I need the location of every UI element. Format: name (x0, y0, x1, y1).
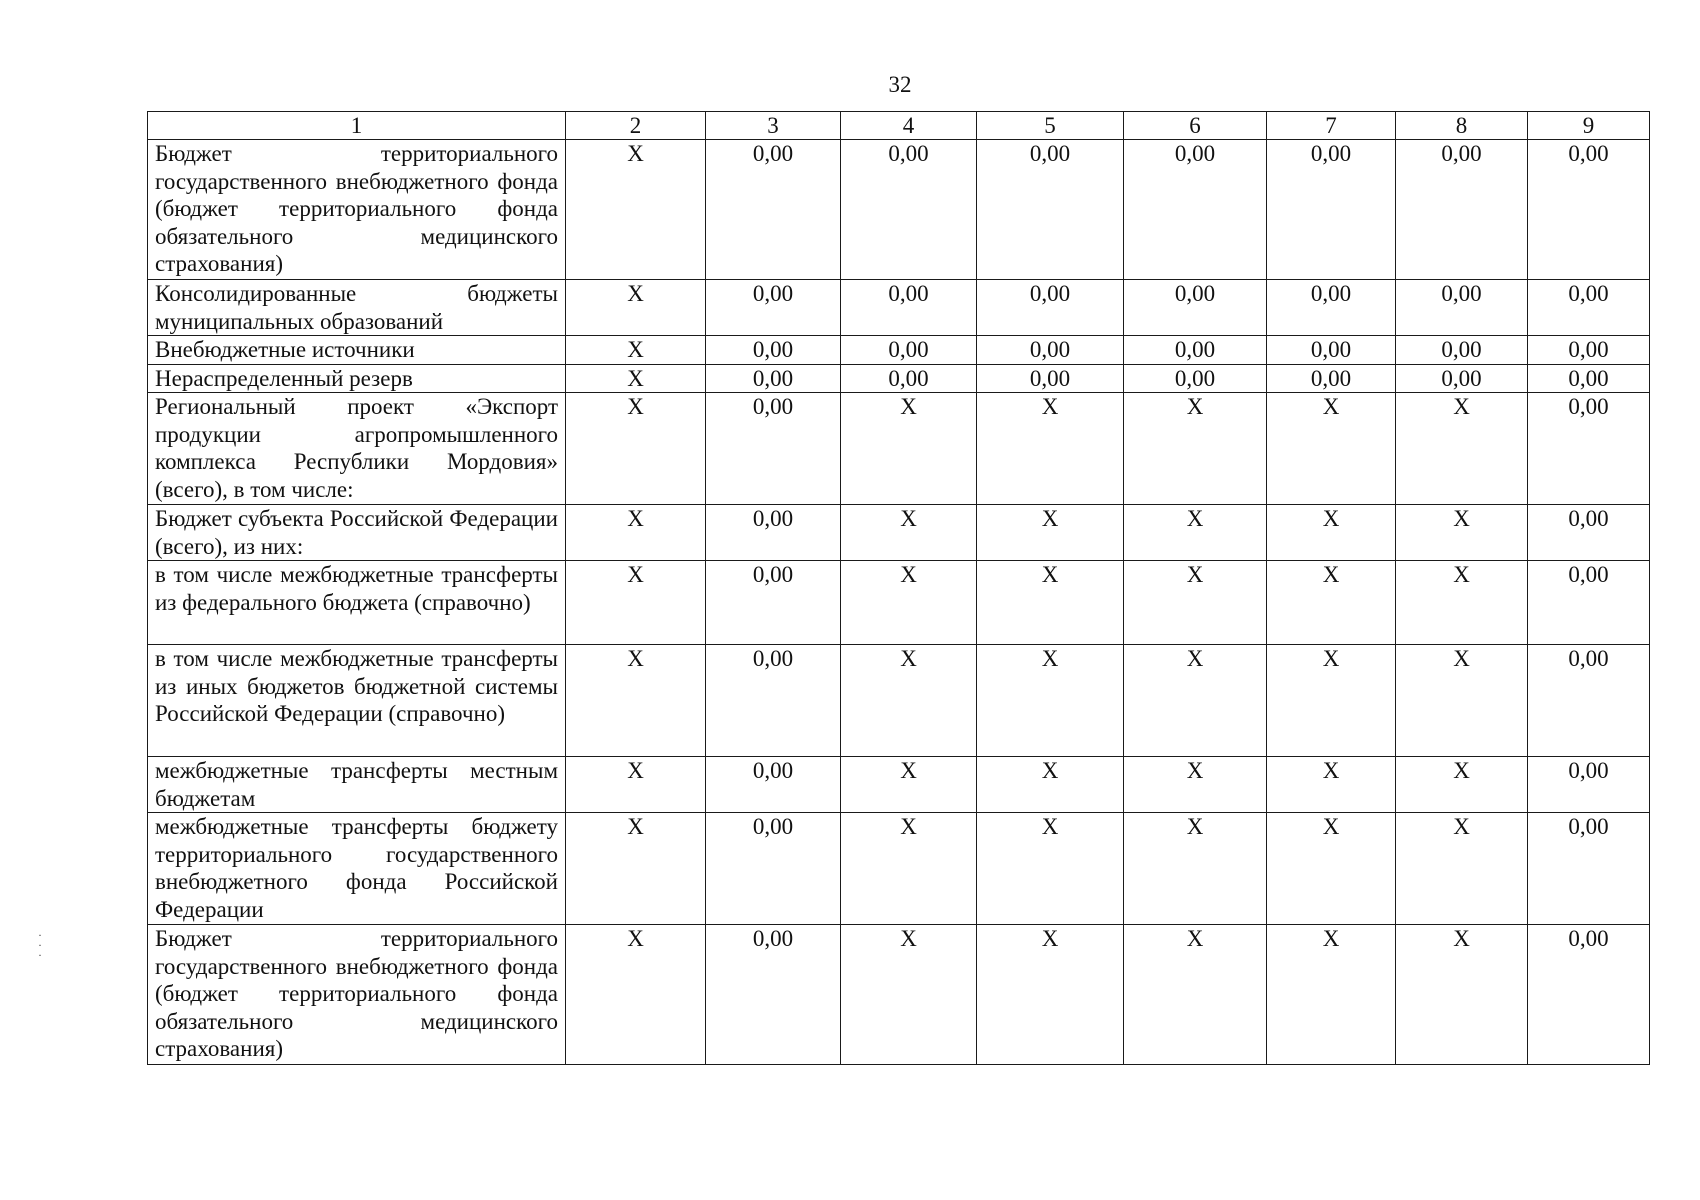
row-value: Х (1267, 645, 1396, 757)
row-value: 0,00 (1396, 140, 1528, 280)
row-label: в том числе межбюджетные трансферты из иных бюджетов бюджетной системы Российской Федерации (справочно) (148, 645, 566, 757)
row-value: 0,00 (977, 140, 1124, 280)
row-value: 0,00 (1528, 645, 1650, 757)
row-value: Х (566, 757, 706, 813)
row-value: 0,00 (706, 925, 841, 1065)
row-value: Х (1124, 561, 1267, 645)
column-header: 7 (1267, 112, 1396, 140)
column-header: 5 (977, 112, 1124, 140)
row-label: Консолидированные бюджеты муниципальных образований (148, 280, 566, 336)
row-value: Х (1124, 645, 1267, 757)
row-value: Х (977, 813, 1124, 925)
row-value: Х (1267, 925, 1396, 1065)
table-row (148, 393, 1650, 505)
row-value: 0,00 (706, 336, 841, 365)
row-value: Х (566, 364, 706, 393)
row-value: Х (1267, 393, 1396, 505)
table-row (148, 925, 1650, 1065)
row-value: Х (566, 645, 706, 757)
row-value: 0,00 (977, 364, 1124, 393)
row-value: 0,00 (1124, 336, 1267, 365)
table-row (148, 505, 1650, 561)
row-value: 0,00 (706, 561, 841, 645)
row-value: 0,00 (977, 280, 1124, 336)
table-body (148, 140, 1650, 1065)
table-row (148, 336, 1650, 365)
row-label: межбюджетные трансферты местным бюджетам (148, 757, 566, 813)
row-value: 0,00 (1267, 280, 1396, 336)
row-value: 0,00 (1396, 364, 1528, 393)
table-row (148, 813, 1650, 925)
column-header: 6 (1124, 112, 1267, 140)
row-value: Х (566, 140, 706, 280)
row-value: Х (1124, 925, 1267, 1065)
row-value: Х (1124, 757, 1267, 813)
row-value: 0,00 (841, 140, 977, 280)
row-label: Бюджет субъекта Российской Федерации (всего), из них: (148, 505, 566, 561)
row-value: Х (841, 645, 977, 757)
column-number-row (148, 112, 1650, 140)
row-label: Бюджет территориального государственного внебюджетного фонда (бюджет территориального фонда обязательного медицинского страхования) (148, 925, 566, 1065)
row-value: Х (1396, 393, 1528, 505)
row-value: Х (1124, 813, 1267, 925)
row-value: 0,00 (841, 336, 977, 365)
row-value: Х (1396, 645, 1528, 757)
table-row (148, 364, 1650, 393)
row-value: 0,00 (1267, 336, 1396, 365)
row-value: Х (1267, 757, 1396, 813)
row-label: в том числе межбюджетные трансферты из федерального бюджета (справочно) (148, 561, 566, 645)
row-value: 0,00 (1528, 561, 1650, 645)
row-value: Х (977, 393, 1124, 505)
row-value: Х (566, 925, 706, 1065)
table-row (148, 561, 1650, 645)
row-value: Х (1396, 757, 1528, 813)
row-value: Х (566, 336, 706, 365)
table-row (148, 280, 1650, 336)
column-header: 3 (706, 112, 841, 140)
row-value: Х (977, 925, 1124, 1065)
column-header: 8 (1396, 112, 1528, 140)
row-value: Х (1267, 561, 1396, 645)
row-label: Внебюджетные источники (148, 336, 566, 365)
row-value: Х (1396, 925, 1528, 1065)
page-number: 32 (888, 72, 912, 97)
row-value: 0,00 (1528, 393, 1650, 505)
row-value: 0,00 (1124, 140, 1267, 280)
row-label: Нераспределенный резерв (148, 364, 566, 393)
row-label: Региональный проект «Экспорт продукции агропромышленного комплекса Республики Мордовия» (всего), в том числе: (148, 393, 566, 505)
row-value: Х (1396, 561, 1528, 645)
row-value: Х (1396, 813, 1528, 925)
row-value: Х (1124, 505, 1267, 561)
row-value: 0,00 (1528, 757, 1650, 813)
column-header: 9 (1528, 112, 1650, 140)
row-value: 0,00 (706, 280, 841, 336)
row-label: межбюджетные трансферты бюджету территориального государственного внебюджетного фонда Российской Федерации (148, 813, 566, 925)
row-value: Х (841, 925, 977, 1065)
row-value: Х (841, 561, 977, 645)
row-value: Х (1267, 505, 1396, 561)
row-value: 0,00 (706, 505, 841, 561)
row-value: 0,00 (706, 645, 841, 757)
row-value: Х (841, 505, 977, 561)
row-value: Х (566, 561, 706, 645)
column-header: 4 (841, 112, 977, 140)
row-value: 0,00 (1528, 505, 1650, 561)
table-row (148, 645, 1650, 757)
row-value: Х (566, 505, 706, 561)
row-value: Х (841, 393, 977, 505)
row-value: 0,00 (706, 757, 841, 813)
row-value: 0,00 (706, 393, 841, 505)
row-value: 0,00 (1528, 813, 1650, 925)
row-value: Х (841, 757, 977, 813)
row-value: 0,00 (841, 280, 977, 336)
scan-margin-marks: · · · (38, 928, 42, 962)
row-value: Х (1124, 393, 1267, 505)
budget-table (147, 111, 1650, 1065)
row-value: Х (566, 280, 706, 336)
row-value: 0,00 (1124, 364, 1267, 393)
table-row (148, 757, 1650, 813)
row-value: 0,00 (1528, 280, 1650, 336)
row-value: 0,00 (1267, 364, 1396, 393)
row-value: 0,00 (1396, 336, 1528, 365)
row-value: 0,00 (706, 140, 841, 280)
row-value: 0,00 (1124, 280, 1267, 336)
row-value: Х (841, 813, 977, 925)
row-value: 0,00 (1528, 925, 1650, 1065)
row-value: 0,00 (841, 364, 977, 393)
row-value: 0,00 (1528, 336, 1650, 365)
row-value: 0,00 (1396, 280, 1528, 336)
row-value: 0,00 (1528, 140, 1650, 280)
row-value: 0,00 (706, 813, 841, 925)
table-row (148, 140, 1650, 280)
row-value: Х (977, 561, 1124, 645)
row-value: Х (977, 757, 1124, 813)
row-label: Бюджет территориального государственного внебюджетного фонда (бюджет территориального фонда обязательного медицинского страхования) (148, 140, 566, 280)
row-value: Х (977, 645, 1124, 757)
column-header: 1 (148, 112, 566, 140)
row-value: 0,00 (977, 336, 1124, 365)
row-value: 0,00 (706, 364, 841, 393)
row-value: Х (1267, 813, 1396, 925)
row-value: Х (977, 505, 1124, 561)
row-value: Х (566, 393, 706, 505)
column-header: 2 (566, 112, 706, 140)
row-value: Х (566, 813, 706, 925)
row-value: Х (1396, 505, 1528, 561)
row-value: 0,00 (1267, 140, 1396, 280)
row-value: 0,00 (1528, 364, 1650, 393)
